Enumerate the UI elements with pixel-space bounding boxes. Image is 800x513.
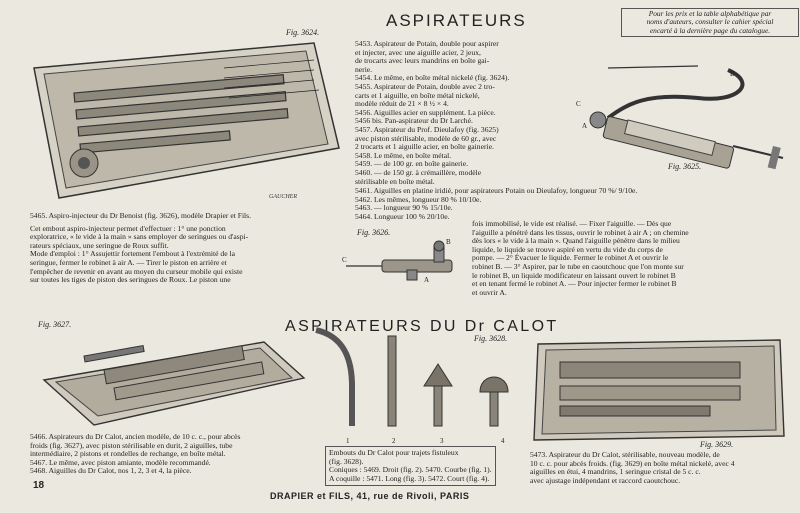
catalogue-line: de trocarts avec leurs mandrins en boîte gai-: [355, 56, 490, 66]
catalogue-line: aiguilles en étui, 4 mandrins, 1 seringue cristal de 5 c. c.: [530, 467, 701, 477]
catalogue-line: 5457. Aspirateur du Prof. Dieulafoy (fig. 3625): [355, 124, 499, 134]
fig-label-3628: Fig. 3628.: [474, 334, 508, 343]
catalogue-line: carts et 1 aiguille, en boîte métal nickelé,: [355, 90, 480, 100]
note-line: encarté à la dernière page du catalogue.: [649, 25, 771, 35]
catalogue-line: 5454. Le même, en boîte métal nickelé (fig. 3624).: [355, 73, 510, 83]
catalogue-line: 5464. Longueur 100 % 20/10e.: [355, 211, 450, 221]
catalogue-line: avec piston stérilisable, modèle de 60 gr., avec: [355, 133, 497, 143]
catalogue-line: modèle réduit de 21 × 8 ½ × 4.: [355, 99, 449, 109]
catalogue-line: avec ajustage indépendant et raccord caoutchouc.: [530, 475, 681, 485]
catalogue-line: Cet embout aspiro-injecteur permet d'effectuer : 1° une ponction: [30, 223, 226, 233]
valve-label: C: [342, 256, 347, 264]
valve-label: C: [576, 100, 581, 108]
page-number: 18: [33, 480, 45, 491]
fig-3626-illustration: [342, 238, 462, 284]
catalogue-line: Mode d'emploi : 1° Assujettir fortement l'embout à l'extrémité de la: [30, 249, 235, 259]
catalogue-line: et ouvrir A.: [472, 287, 507, 297]
valve-label: A: [582, 122, 588, 130]
catalogue-line: 5463. — longueur 90 % 15/10e.: [355, 203, 453, 213]
fig-3625-illustration: [568, 58, 798, 170]
valve-label: B: [446, 238, 451, 246]
fig-3624-illustration: [14, 38, 344, 206]
new-model-text: [530, 451, 735, 485]
catalogue-line: et en tenant fermé le robinet A. — Pour injecter fermer le robinet B: [472, 279, 677, 289]
catalogue-line: 5453. Aspirateur de Potain, double pour aspirer: [355, 39, 499, 48]
fig-3629-illustration: [530, 336, 792, 442]
catalogue-line: exploratrice, « le vide à la main » sans employer de seringues ou d'aspi-: [30, 232, 249, 242]
catalogue-line: 10 c. c. pour abcès froids. (fig. 3629) en boîte métal nickelé, avec 4: [530, 458, 735, 468]
catalogue-line: 5459. — de 100 gr. en boîte gainerie.: [355, 159, 469, 169]
embout-number: 3: [440, 437, 444, 445]
catalogue-line: 5466. Aspirateurs du Dr Calot, ancien modèle, de 10 c. c., pour abcès: [30, 432, 241, 441]
catalogue-line: 5458. Le même, en boîte métal.: [355, 150, 452, 160]
catalogue-line: et injecter, avec une aiguille acier, 2 jeux,: [355, 47, 481, 57]
catalogue-line: 5456 bis. Pan-aspirateur du Dr Larché.: [355, 116, 473, 126]
catalogue-line: l'aiguille a pénétré dans les tissus, ouvrir le robinet à air A ; on chemine: [472, 227, 689, 237]
calot-text: [30, 433, 240, 476]
signature: GAUCHER: [269, 194, 297, 200]
catalogue-line: Embouts du Dr Calot pour trajets fistuleux: [329, 448, 459, 457]
catalogue-line: robinet B. — 3° Aspirer, par le tube en caoutchouc que l'on monte sur: [472, 261, 684, 271]
embout-number: 2: [392, 437, 396, 445]
embouts-box: [325, 446, 496, 486]
catalogue-line: (fig. 3628).: [329, 456, 364, 466]
catalogue-line: 5468. Aiguilles du Dr Calot, nos 1, 2, 3 et 4, la pièce.: [30, 466, 192, 476]
fig-3628-illustration: [308, 326, 528, 438]
catalogue-line: A coquille : 5471. Long (fig. 3). 5472. Court (fig. 4).: [329, 473, 490, 483]
benoist-text: [30, 212, 340, 285]
catalogue-line: froids (fig. 3627), avec piston stérilisable en durit, 2 aiguilles, tube: [30, 440, 233, 450]
publisher-footer: DRAPIER et FILS, 41, rue de Rivoli, PARIS: [270, 491, 470, 501]
fig-label-3627: Fig. 3627.: [38, 320, 72, 329]
catalogue-line: 5461. Aiguilles en platine iridié, pour aspirateurs Potain ou Dieulafoy, longueur 70 %/ 9/10e.: [355, 186, 638, 195]
fig-label-3625: Fig. 3625.: [668, 162, 702, 171]
catalogue-line: nerie.: [355, 64, 373, 74]
embout-number: 4: [501, 437, 505, 445]
fig-label-3624: Fig. 3624.: [286, 28, 320, 37]
catalogue-line: stérilisable en boîte métal.: [355, 176, 435, 186]
embout-number: 1: [346, 437, 350, 445]
fig-3627-illustration: [34, 330, 314, 430]
valve-label: B: [730, 70, 735, 78]
catalogue-line: 2 trocarts et 1 aiguille acier, en boîte gainerie.: [355, 142, 494, 152]
catalogue-list: [355, 40, 509, 186]
fig-label-3629: Fig. 3629.: [700, 440, 734, 449]
catalogue-line: pompe. — 2° Évacuer le liquide. Fermer le robinet A et ouvrir le: [472, 253, 669, 263]
catalogue-line: dès lors « le vide à la main ». Quand l'aiguille pénètre dans le milieu: [472, 236, 680, 246]
catalogue-line: 5456. Aiguilles acier en supplément. La pièce.: [355, 107, 496, 117]
catalogue-line: 5467. Le même, avec piston amiante, modèle recommandé.: [30, 457, 211, 467]
note-line: noms d'auteurs, consulter le cahier spécial: [646, 17, 774, 27]
catalogue-line: seringue, fermer le robinet à air A. — Tirer le piston en arrière et: [30, 257, 227, 267]
needles-list: [355, 187, 637, 221]
catalogue-line: 5465. Aspiro-injecteur du Dr Benoist (fig. 3626), modèle Drapier et Fils.: [30, 211, 252, 220]
catalogue-line: 5473. Aspirateur du Dr Calot, stérilisable, nouveau modèle, de: [530, 450, 720, 459]
section-title-calot: ASPIRATEURS DU Dr CALOT: [285, 318, 559, 335]
catalogue-line: le robinet B, un liquide modificateur en laissant ouvert le robinet B: [472, 270, 676, 280]
catalogue-line: Coniques : 5469. Droit (fig. 2). 5470. Courbe (fig. 1).: [329, 465, 492, 475]
catalogue-line: liquide, le liquide se trouve aspiré en vertu du vide du corps de: [472, 244, 663, 254]
catalogue-line: rateurs spéciaux, une seringue de Roux suffit.: [30, 240, 169, 250]
usage-text: [472, 220, 689, 297]
catalogue-line: l'empêcher de revenir en avant au moyen du curseur mobile qui existe: [30, 266, 243, 276]
catalogue-line: 5460. — de 150 gr. à crémaillère, modèle: [355, 167, 482, 177]
catalogue-line: 5462. Les mêmes, longueur 80 % 10/10e.: [355, 194, 482, 204]
catalogue-line: intermédiaire, 2 pistons et rondelles de rechange, en boîte métal.: [30, 449, 226, 459]
note-line: Pour les prix et la table alphabétique par: [648, 9, 772, 18]
fig-label-3626: Fig. 3626.: [357, 228, 391, 237]
catalogue-line: fois immobilisé, le vide est réalisé. — Fixer l'aiguille. — Dès que: [472, 219, 672, 228]
catalogue-line: sur toutes les tiges de piston des seringues de Roux. Le piston une: [30, 275, 231, 285]
price-note: [621, 8, 799, 37]
page-title: ASPIRATEURS: [386, 11, 527, 30]
catalogue-line: 5455. Aspirateur de Potain, double avec 2 tro-: [355, 81, 495, 91]
valve-label: A: [424, 276, 430, 284]
